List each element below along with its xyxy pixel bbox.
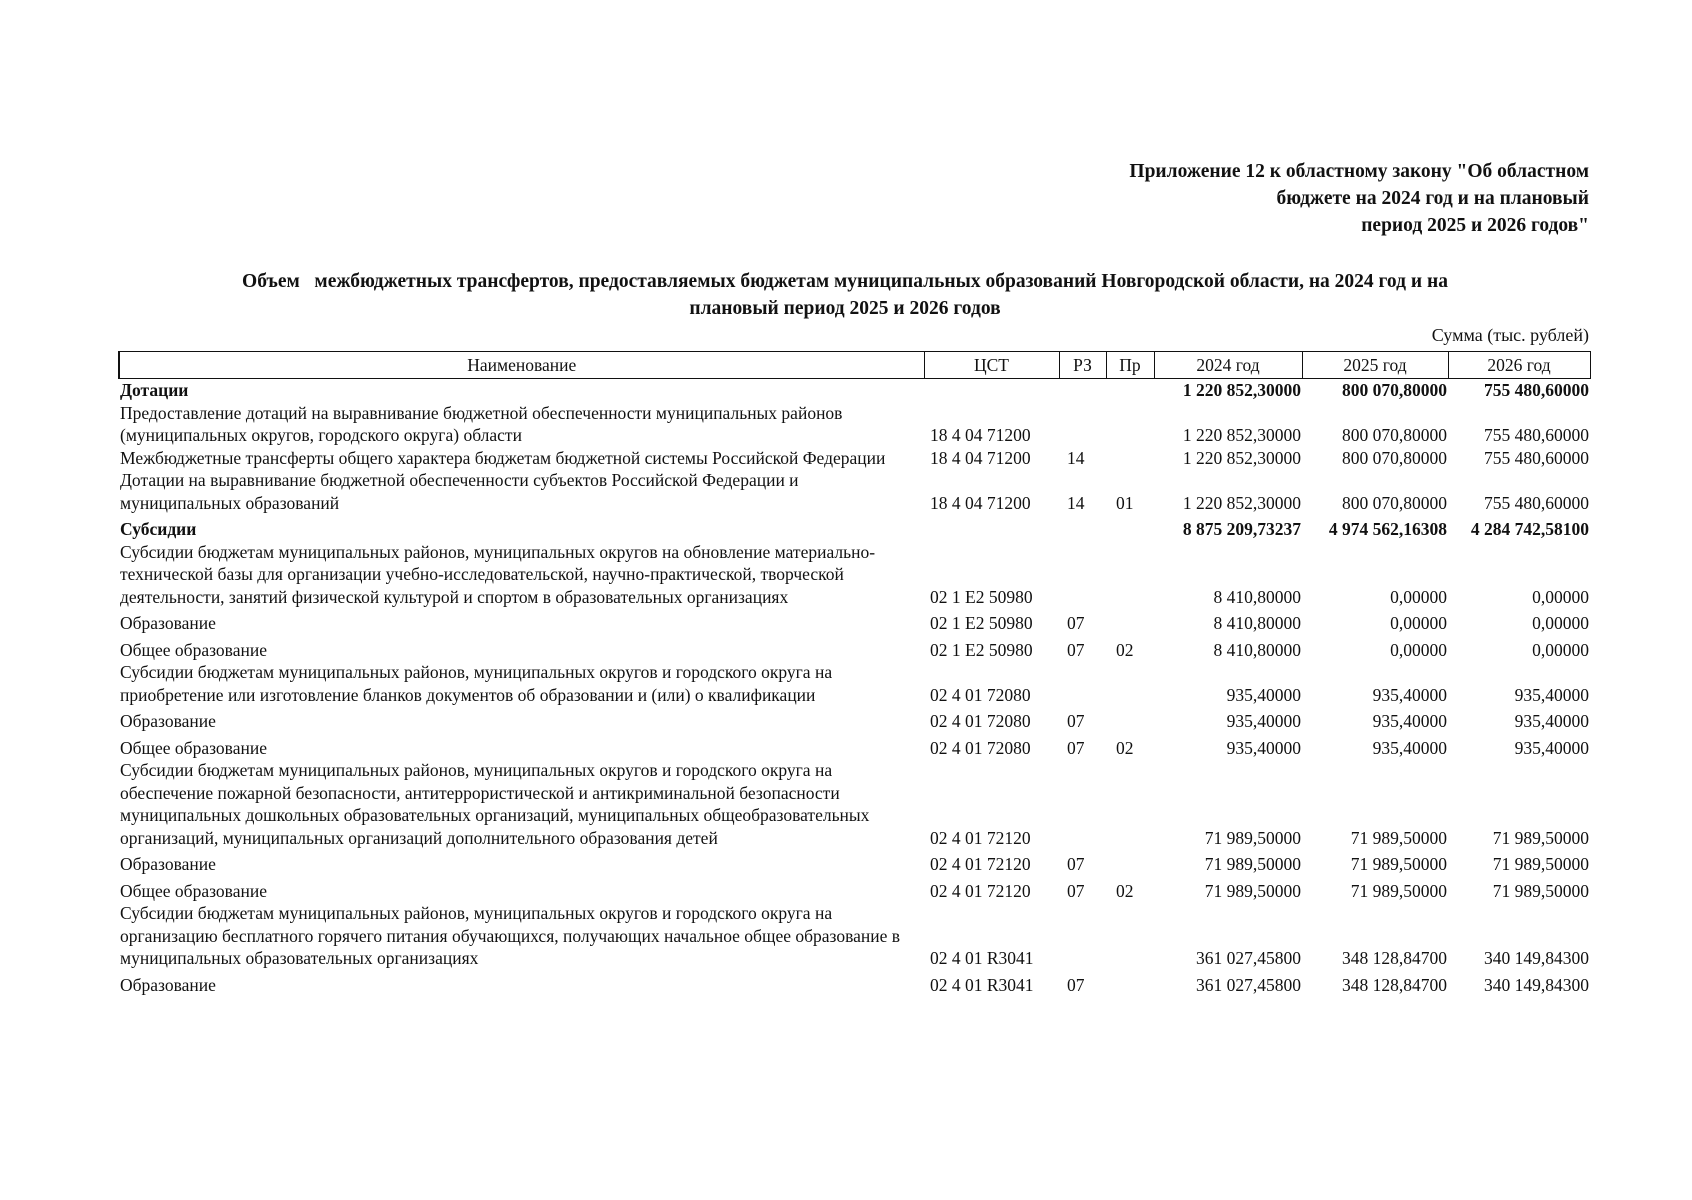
row-2026-cell: 4 284 742,58100	[1470, 519, 1589, 539]
row-name-cell: Образование	[120, 974, 216, 995]
row-2024-cell: 935,40000	[1226, 711, 1301, 731]
row-pr-cell	[1106, 849, 1154, 876]
table-row	[119, 849, 1590, 876]
row-2025-cell: 0,00000	[1390, 639, 1447, 660]
row-name-cell: Общее образование	[120, 639, 267, 660]
row-rz-cell	[1059, 379, 1106, 402]
row-2024-cell: 8 410,80000	[1213, 639, 1301, 660]
row-rz-cell: 07	[1067, 711, 1085, 731]
table-row	[119, 706, 1590, 733]
row-2026-cell: 71 989,50000	[1492, 827, 1589, 848]
row-cst-cell: 02 4 01 72120	[930, 880, 1031, 901]
row-pr-cell	[1106, 379, 1154, 402]
row-pr-cell	[1106, 514, 1154, 541]
table-row	[119, 661, 1590, 706]
row-rz-cell	[1059, 902, 1106, 970]
appendix-line: период 2025 и 2026 годов"	[1361, 215, 1589, 236]
row-2024-cell: 1 220 852,30000	[1182, 447, 1301, 468]
row-cst-cell	[924, 514, 1059, 541]
row-cst-cell: 18 4 04 71200	[930, 447, 1031, 468]
row-pr-cell	[1106, 902, 1154, 970]
row-rz-cell: 07	[1067, 737, 1085, 758]
row-name-cell: Общее образование	[120, 737, 267, 758]
row-rz-cell	[1059, 759, 1106, 849]
row-name-cell: Субсидии бюджетам муниципальных районов, муниципальных округов и городского округа на приобретение или изготовление бланков документов об образовании и (или) о квалификации	[120, 662, 833, 705]
row-2025-cell: 348 128,84700	[1342, 974, 1447, 995]
row-2025-cell: 800 070,80000	[1342, 425, 1447, 445]
row-cst-cell: 02 4 01 R3041	[930, 948, 1034, 968]
row-2026-cell: 755 480,60000	[1484, 492, 1589, 513]
row-2024-cell: 8 875 209,73237	[1182, 519, 1301, 539]
row-pr-cell	[1106, 759, 1154, 849]
column-header-2024: 2024 год	[1154, 352, 1302, 379]
table-row	[119, 541, 1590, 609]
row-name-cell: Субсидии бюджетам муниципальных районов, муниципальных округов и городского округа на организацию бесплатного горячего питания обучающихся, получающих начальное общее образование в муниципальных образовательных организациях	[120, 903, 901, 968]
table-row	[119, 402, 1590, 447]
row-2025-cell: 935,40000	[1372, 711, 1447, 731]
row-cst-cell: 02 4 01 72080	[930, 737, 1031, 758]
row-2024-cell: 8 410,80000	[1213, 613, 1301, 633]
row-2024-cell: 71 989,50000	[1204, 827, 1301, 848]
row-2026-cell: 755 480,60000	[1484, 425, 1589, 445]
row-name-cell: Общее образование	[120, 880, 267, 901]
row-2024-cell: 71 989,50000	[1204, 854, 1301, 874]
table-row	[119, 733, 1590, 760]
row-cst-cell: 02 1 E2 50980	[930, 613, 1033, 633]
row-name-cell: Дотации на выравнивание бюджетной обеспеченности субъектов Российской Федерации и муниципальных образований	[120, 470, 799, 513]
row-2024-cell: 361 027,45800	[1196, 948, 1301, 968]
row-pr-cell	[1106, 608, 1154, 635]
section-row	[119, 514, 1590, 541]
row-2026-cell: 340 149,84300	[1484, 948, 1589, 968]
table-row	[119, 876, 1590, 903]
row-2025-cell: 800 070,80000	[1342, 447, 1447, 468]
table-row	[119, 970, 1590, 997]
row-2026-cell: 71 989,50000	[1492, 854, 1589, 874]
row-2026-cell: 340 149,84300	[1484, 974, 1589, 995]
column-header-name: Наименование	[119, 352, 924, 379]
row-cst-cell	[924, 379, 1059, 402]
row-2026-cell: 935,40000	[1514, 737, 1589, 758]
row-pr-cell	[1106, 706, 1154, 733]
units-label: Сумма (тыс. рублей)	[1431, 325, 1589, 345]
column-header-pr: Пр	[1106, 352, 1154, 379]
row-2024-cell: 935,40000	[1226, 737, 1301, 758]
row-2026-cell: 755 480,60000	[1484, 447, 1589, 468]
row-2026-cell: 0,00000	[1532, 639, 1589, 660]
row-2025-cell: 800 070,80000	[1342, 492, 1447, 513]
row-2026-cell: 935,40000	[1514, 711, 1589, 731]
row-name-cell: Дотации	[120, 380, 189, 400]
row-2025-cell: 71 989,50000	[1350, 827, 1447, 848]
row-pr-cell	[1106, 541, 1154, 609]
row-2024-cell: 1 220 852,30000	[1182, 380, 1301, 400]
row-rz-cell: 07	[1067, 880, 1085, 901]
row-pr-cell: 02	[1116, 639, 1134, 660]
title-line: плановый период 2025 и 2026 годов	[689, 298, 1001, 319]
table-body	[119, 379, 1590, 997]
row-2024-cell: 1 220 852,30000	[1182, 425, 1301, 445]
row-cst-cell: 02 4 01 72080	[930, 684, 1031, 705]
row-rz-cell: 14	[1067, 492, 1085, 513]
row-rz-cell	[1059, 661, 1106, 706]
row-pr-cell	[1106, 447, 1154, 470]
row-2025-cell: 935,40000	[1372, 737, 1447, 758]
row-rz-cell	[1059, 514, 1106, 541]
appendix-line: Приложение 12 к областному закону "Об областном	[1129, 161, 1589, 182]
table-header	[119, 352, 1590, 379]
row-pr-cell: 02	[1116, 737, 1134, 758]
table-row	[119, 902, 1590, 970]
row-cst-cell: 18 4 04 71200	[930, 492, 1031, 513]
row-rz-cell	[1059, 541, 1106, 609]
row-rz-cell: 14	[1067, 447, 1085, 468]
row-pr-cell	[1106, 970, 1154, 997]
row-2025-cell: 935,40000	[1372, 684, 1447, 705]
row-2026-cell: 71 989,50000	[1492, 880, 1589, 901]
row-2024-cell: 1 220 852,30000	[1182, 492, 1301, 513]
document-title	[100, 268, 1590, 322]
row-2025-cell: 800 070,80000	[1342, 380, 1447, 400]
row-rz-cell: 07	[1067, 639, 1085, 660]
row-cst-cell: 02 1 E2 50980	[930, 639, 1033, 660]
row-pr-cell	[1106, 402, 1154, 447]
row-name-cell: Субсидии бюджетам муниципальных районов, муниципальных округов и городского округа на обеспечение пожарной безопасности, антитеррористической и антикриминальной безопасности муниципальных дошкольных образовательных организаций, муниципальных общеобразовательных организаций, муниципальных организаций дополнительного образования детей	[120, 760, 870, 848]
row-2026-cell: 935,40000	[1514, 684, 1589, 705]
row-2025-cell: 348 128,84700	[1342, 948, 1447, 968]
row-2024-cell: 361 027,45800	[1196, 974, 1301, 995]
row-cst-cell: 02 4 01 72080	[930, 711, 1031, 731]
column-header-2026: 2026 год	[1448, 352, 1590, 379]
column-header-cst: ЦСТ	[924, 352, 1059, 379]
row-2026-cell: 0,00000	[1532, 613, 1589, 633]
table-row	[119, 635, 1590, 662]
table-row	[119, 608, 1590, 635]
appendix-note	[1029, 158, 1589, 239]
row-name-cell: Образование	[120, 613, 216, 633]
row-2024-cell: 8 410,80000	[1213, 586, 1301, 607]
row-2026-cell: 0,00000	[1532, 586, 1589, 607]
row-pr-cell	[1106, 661, 1154, 706]
row-cst-cell: 02 1 E2 50980	[930, 586, 1033, 607]
budget-table	[118, 351, 1591, 996]
row-pr-cell: 02	[1116, 880, 1134, 901]
row-rz-cell: 07	[1067, 854, 1085, 874]
row-name-cell: Образование	[120, 711, 216, 731]
row-name-cell: Межбюджетные трансферты общего характера бюджетам бюджетной системы Российской Федерации	[120, 447, 886, 468]
column-header-2025: 2025 год	[1302, 352, 1448, 379]
row-2024-cell: 935,40000	[1226, 684, 1301, 705]
row-pr-cell: 01	[1116, 492, 1134, 513]
row-cst-cell: 02 4 01 72120	[930, 827, 1031, 848]
row-2025-cell: 0,00000	[1390, 586, 1447, 607]
row-2024-cell: 71 989,50000	[1204, 880, 1301, 901]
row-2025-cell: 4 974 562,16308	[1328, 519, 1447, 539]
row-rz-cell: 07	[1067, 974, 1085, 995]
row-cst-cell: 02 4 01 R3041	[930, 974, 1034, 995]
row-2026-cell: 755 480,60000	[1484, 380, 1589, 400]
table-row	[119, 759, 1590, 849]
row-2025-cell: 71 989,50000	[1350, 880, 1447, 901]
table-row	[119, 469, 1590, 514]
column-header-rz: РЗ	[1059, 352, 1106, 379]
title-line: Объем межбюджетных трансфертов, предоставляемых бюджетам муниципальных образований Новгородской области, на 2024 год и на	[242, 271, 1448, 292]
row-name-cell: Предоставление дотаций на выравнивание бюджетной обеспеченности муниципальных районов (муниципальных округов, городского округа) области	[120, 402, 843, 445]
section-row	[119, 379, 1590, 402]
table-row	[119, 447, 1590, 470]
row-name-cell: Субсидии	[120, 519, 197, 539]
row-name-cell: Субсидии бюджетам муниципальных районов, муниципальных округов на обновление материально-технической базы для организации учебно-исследовательской, научно-практической, творческой деятельности, занятий физической культурой и спортом в образовательных организациях	[120, 541, 876, 607]
appendix-line: бюджете на 2024 год и на плановый	[1276, 188, 1589, 209]
row-2025-cell: 71 989,50000	[1350, 854, 1447, 874]
row-cst-cell: 18 4 04 71200	[930, 425, 1031, 445]
row-2025-cell: 0,00000	[1390, 613, 1447, 633]
row-cst-cell: 02 4 01 72120	[930, 854, 1031, 874]
row-rz-cell	[1059, 402, 1106, 447]
row-rz-cell: 07	[1067, 613, 1085, 633]
row-name-cell: Образование	[120, 854, 216, 874]
